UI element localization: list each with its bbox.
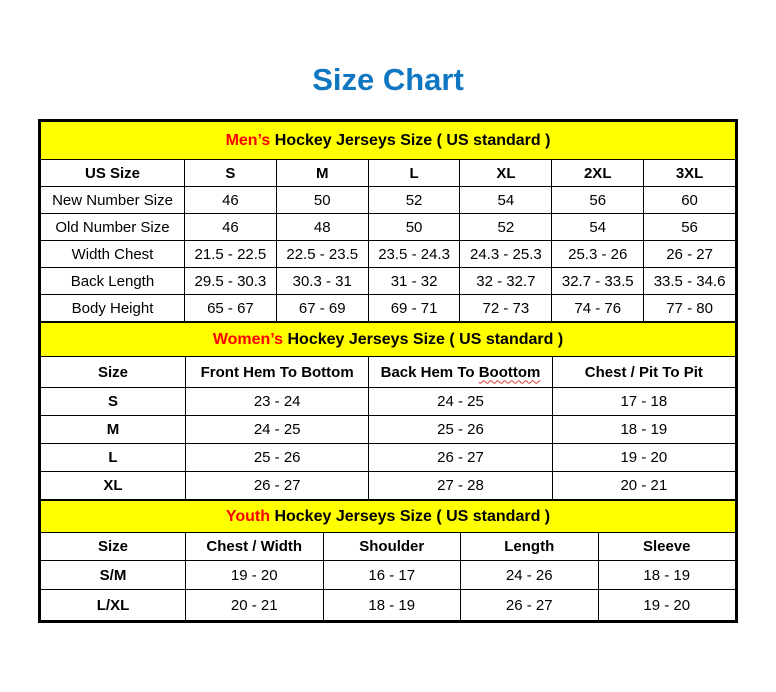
row-label: S — [41, 388, 186, 416]
table-cell: 26 - 27 — [461, 590, 599, 621]
table-cell: 56 — [644, 214, 736, 241]
table-cell: 26 - 27 — [644, 241, 736, 268]
table-cell: 69 - 71 — [368, 295, 460, 322]
table-row — [41, 295, 736, 322]
table-cell: 52 — [368, 187, 460, 214]
table-cell: 23 - 24 — [186, 388, 369, 416]
youth-size-table — [40, 500, 736, 621]
row-label: XL — [41, 472, 186, 500]
table-cell: 22.5 - 23.5 — [276, 241, 368, 268]
mens-size-table — [40, 121, 736, 322]
table-cell: 72 - 73 — [460, 295, 552, 322]
table-cell: 20 - 21 — [186, 590, 324, 621]
womens-col-back-hem — [369, 357, 552, 388]
table-cell: 27 - 28 — [369, 472, 552, 500]
table-cell: 20 - 21 — [552, 472, 735, 500]
table-cell: 18 - 19 — [323, 590, 461, 621]
youth-column-header-row — [41, 533, 736, 561]
table-row — [41, 241, 736, 268]
table-cell: 18 - 19 — [552, 416, 735, 444]
mens-col-2xl: 2XL — [552, 160, 644, 187]
table-cell: 18 - 19 — [598, 561, 736, 590]
womens-col-front-hem: Front Hem To Bottom — [186, 357, 369, 388]
row-label: S/M — [41, 561, 186, 590]
table-cell: 31 - 32 — [368, 268, 460, 295]
table-cell: 54 — [460, 187, 552, 214]
table-cell: 32 - 32.7 — [460, 268, 552, 295]
table-cell: 50 — [276, 187, 368, 214]
table-row — [41, 214, 736, 241]
womens-column-header-row — [41, 357, 736, 388]
womens-banner-row — [41, 323, 736, 357]
table-cell: 32.7 - 33.5 — [552, 268, 644, 295]
womens-size-table — [40, 322, 736, 500]
table-cell: 26 - 27 — [369, 444, 552, 472]
youth-banner-row — [41, 501, 736, 533]
table-cell: 24.3 - 25.3 — [460, 241, 552, 268]
row-label: New Number Size — [41, 187, 185, 214]
table-cell: 65 - 67 — [185, 295, 277, 322]
womens-col-chest: Chest / Pit To Pit — [552, 357, 735, 388]
table-cell: 19 - 20 — [598, 590, 736, 621]
table-cell: 74 - 76 — [552, 295, 644, 322]
table-cell: 23.5 - 24.3 — [368, 241, 460, 268]
table-cell: 16 - 17 — [323, 561, 461, 590]
size-chart — [38, 119, 738, 623]
table-cell: 24 - 25 — [369, 388, 552, 416]
table-row — [41, 561, 736, 590]
table-cell: 29.5 - 30.3 — [185, 268, 277, 295]
table-cell: 24 - 26 — [461, 561, 599, 590]
womens-col-size: Size — [41, 357, 186, 388]
table-cell: 50 — [368, 214, 460, 241]
womens-banner — [41, 323, 736, 357]
row-label: L — [41, 444, 186, 472]
table-cell: 30.3 - 31 — [276, 268, 368, 295]
row-label: Width Chest — [41, 241, 185, 268]
table-cell: 48 — [276, 214, 368, 241]
table-cell: 25 - 26 — [186, 444, 369, 472]
mens-banner — [41, 122, 736, 160]
row-label: M — [41, 416, 186, 444]
youth-col-size: Size — [41, 533, 186, 561]
table-cell: 46 — [185, 214, 277, 241]
mens-col-3xl: 3XL — [644, 160, 736, 187]
table-cell: 52 — [460, 214, 552, 241]
page-title: Size Chart — [312, 62, 464, 97]
youth-col-sleeve: Sleeve — [598, 533, 736, 561]
mens-column-header-row — [41, 160, 736, 187]
womens-banner-text: Hockey Jerseys Size ( US standard ) — [283, 330, 564, 348]
table-cell: 46 — [185, 187, 277, 214]
table-cell: 54 — [552, 214, 644, 241]
table-row — [41, 268, 736, 295]
table-row — [41, 187, 736, 214]
table-cell: 77 - 80 — [644, 295, 736, 322]
table-cell: 33.5 - 34.6 — [644, 268, 736, 295]
table-cell: 19 - 20 — [552, 444, 735, 472]
mens-col-xl: XL — [460, 160, 552, 187]
table-cell: 21.5 - 22.5 — [185, 241, 277, 268]
mens-banner-row — [41, 122, 736, 160]
mens-col-us-size: US Size — [41, 160, 185, 187]
mens-col-m: M — [276, 160, 368, 187]
table-cell: 60 — [644, 187, 736, 214]
table-cell: 25 - 26 — [369, 416, 552, 444]
womens-banner-highlight: Women’s — [212, 330, 284, 348]
table-cell: 24 - 25 — [186, 416, 369, 444]
table-row — [41, 444, 736, 472]
column-header-text: Back Hem To — [380, 363, 479, 381]
table-cell: 56 — [552, 187, 644, 214]
table-row — [41, 416, 736, 444]
misspelled-word: Boottom — [478, 363, 541, 381]
row-label: Old Number Size — [41, 214, 185, 241]
mens-col-s: S — [185, 160, 277, 187]
row-label: Back Length — [41, 268, 185, 295]
youth-col-length: Length — [461, 533, 599, 561]
table-cell: 26 - 27 — [186, 472, 369, 500]
table-cell: 67 - 69 — [276, 295, 368, 322]
row-label: L/XL — [41, 590, 186, 621]
mens-col-l: L — [368, 160, 460, 187]
youth-banner — [41, 501, 736, 533]
row-label: Body Height — [41, 295, 185, 322]
table-cell: 19 - 20 — [186, 561, 324, 590]
table-cell: 25.3 - 26 — [552, 241, 644, 268]
youth-banner-highlight: Youth — [225, 507, 270, 525]
mens-banner-text: Hockey Jerseys Size ( US standard ) — [270, 131, 551, 149]
table-row — [41, 388, 736, 416]
table-cell: 17 - 18 — [552, 388, 735, 416]
youth-banner-text: Hockey Jerseys Size ( US standard ) — [270, 507, 551, 525]
table-row — [41, 590, 736, 621]
youth-col-chest-width: Chest / Width — [186, 533, 324, 561]
table-row — [41, 472, 736, 500]
youth-col-shoulder: Shoulder — [323, 533, 461, 561]
mens-banner-highlight: Men’s — [225, 131, 271, 149]
